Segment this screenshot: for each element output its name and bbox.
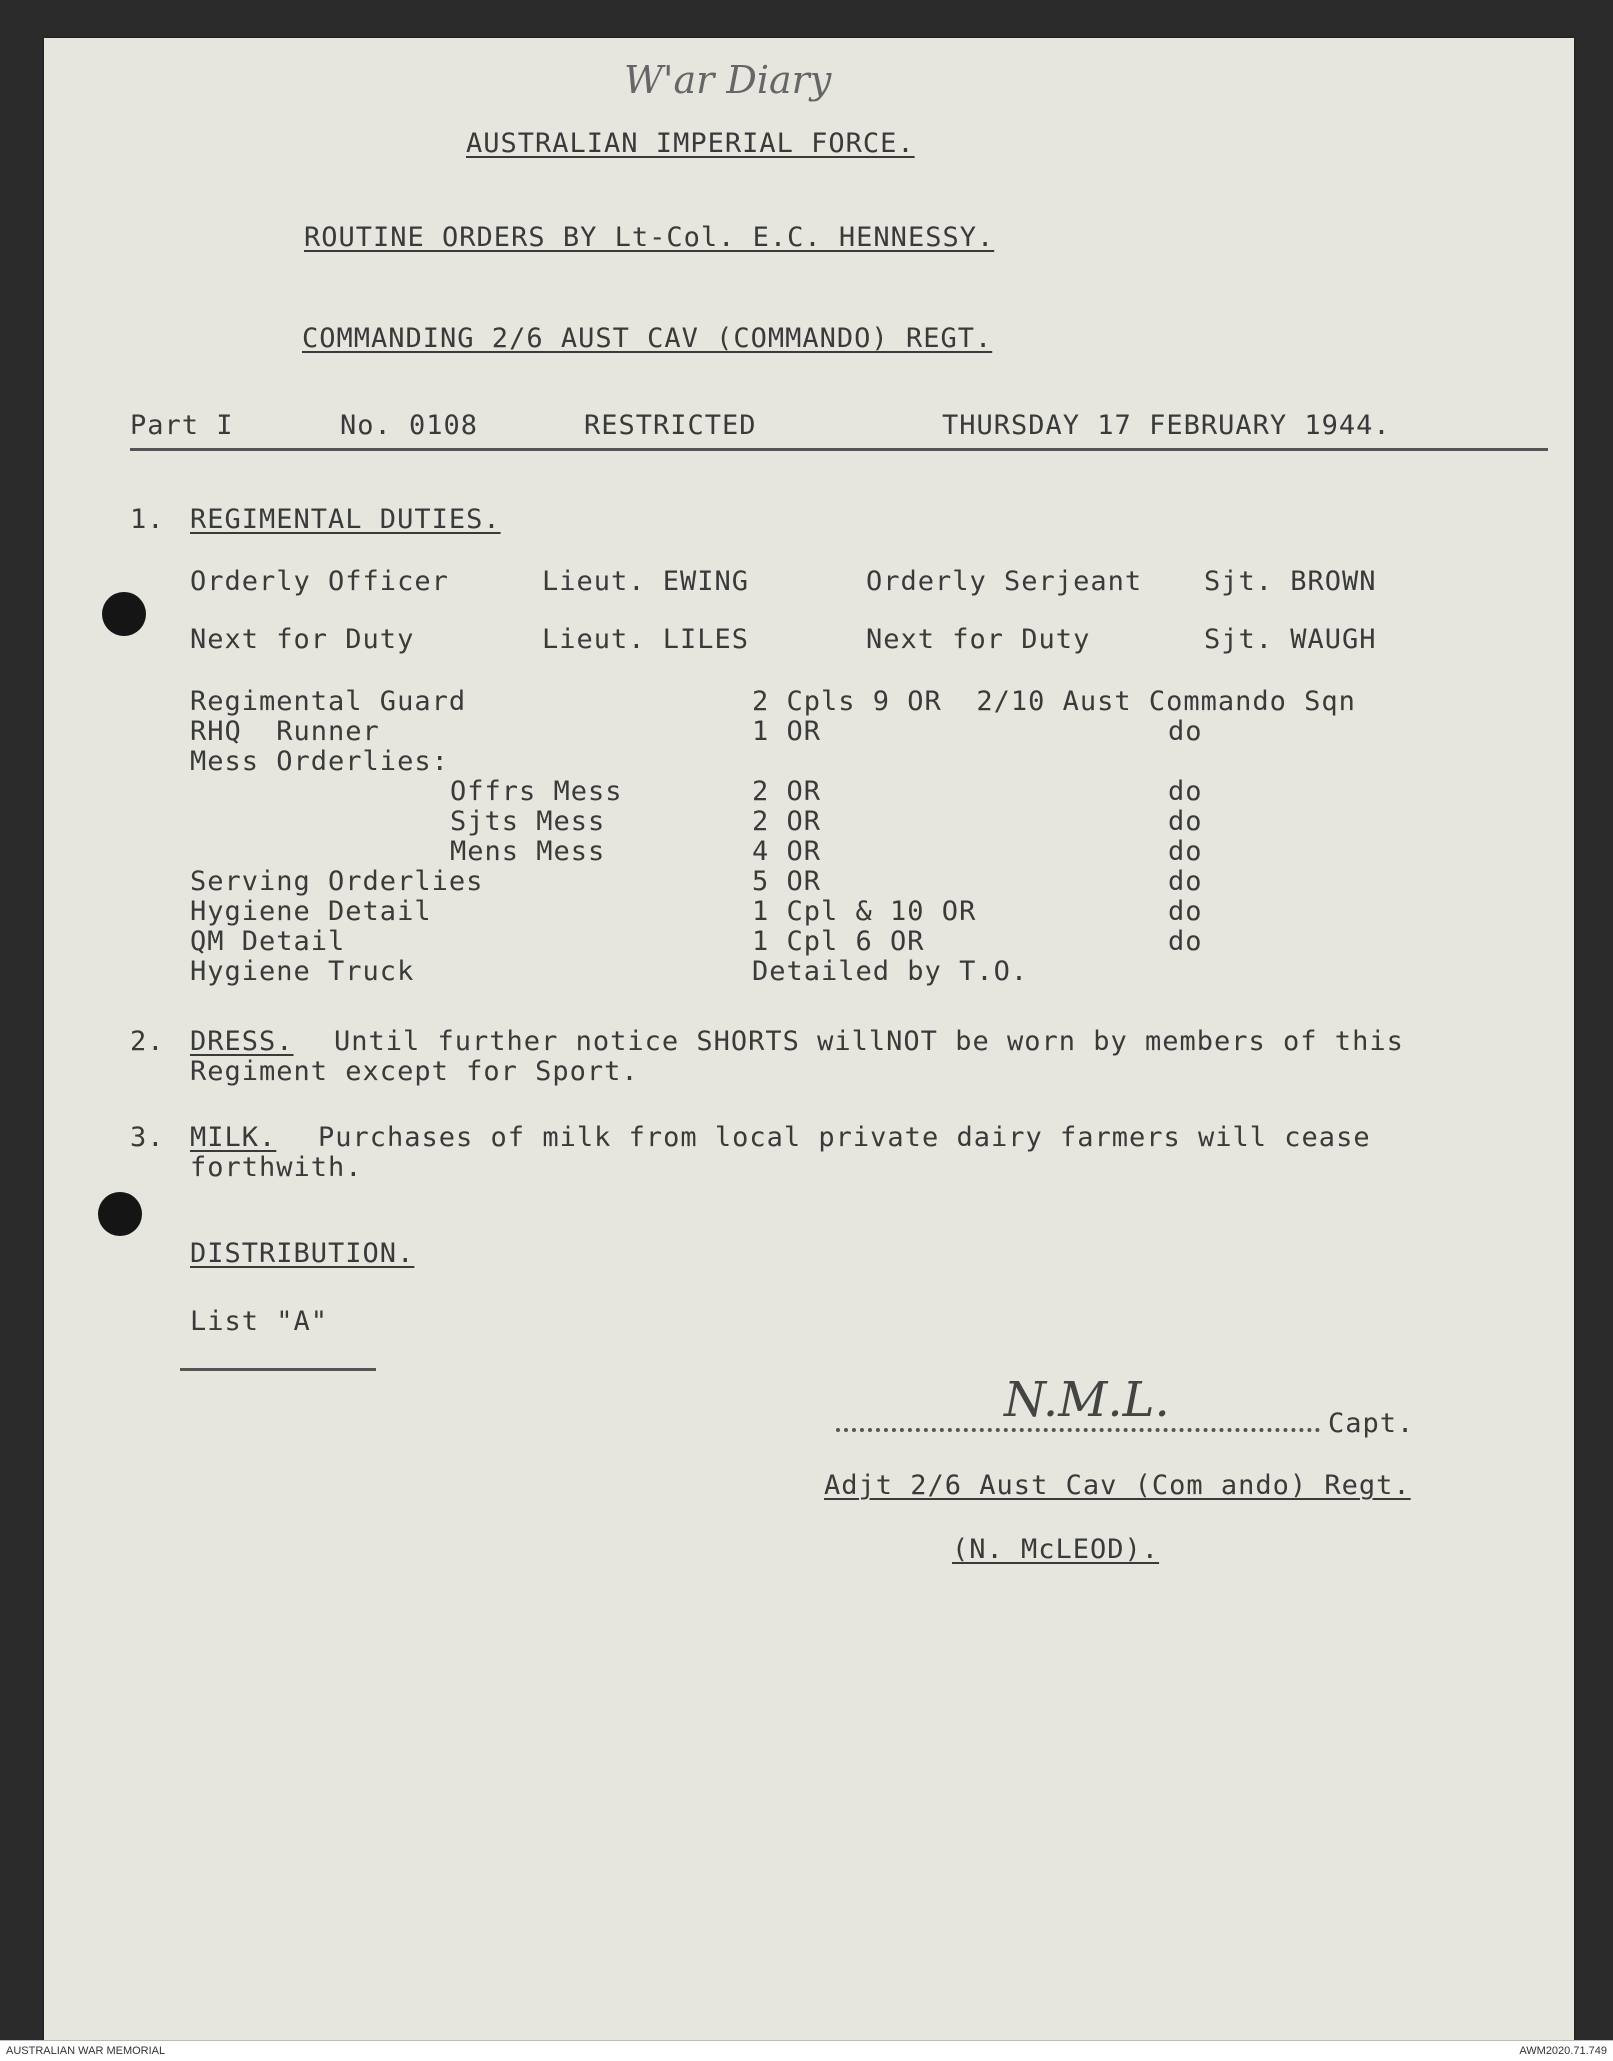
footer-catalogue-id: AWM2020.71.749 bbox=[1519, 2045, 1607, 2057]
distribution-list: List "A" bbox=[190, 1306, 329, 1337]
section-2-number: 2. bbox=[130, 1026, 165, 1057]
footer-institution: AUSTRALIAN WAR MEMORIAL bbox=[6, 2045, 166, 2057]
detail-value: 2 OR bbox=[752, 806, 822, 837]
detail-unit: do bbox=[1168, 776, 1203, 807]
order-date: THURSDAY 17 FEBRUARY 1944. bbox=[942, 410, 1391, 441]
detail-label: RHQ Runner bbox=[190, 716, 380, 747]
detail-unit: do bbox=[1168, 716, 1203, 747]
detail-unit: do bbox=[1168, 896, 1203, 927]
detail-label: Offrs Mess bbox=[450, 776, 623, 807]
detail-unit: do bbox=[1168, 866, 1203, 897]
detail-unit: do bbox=[1168, 836, 1203, 867]
duty-name-2: Sjt. WAUGH bbox=[1204, 624, 1377, 655]
section-3-text-cont: forthwith. bbox=[190, 1152, 363, 1183]
signature-name: (N. McLEOD). bbox=[952, 1534, 1160, 1565]
signature-rank: Capt. bbox=[1328, 1408, 1415, 1439]
duty-role: Orderly Officer bbox=[190, 566, 449, 597]
duty-role-2: Orderly Serjeant bbox=[866, 566, 1143, 597]
section-1-number: 1. bbox=[130, 504, 165, 535]
detail-value: 1 Cpl & 10 OR bbox=[752, 896, 977, 927]
detail-unit: do bbox=[1168, 806, 1203, 837]
distribution-rule bbox=[180, 1368, 376, 1371]
duty-role: Next for Duty bbox=[190, 624, 415, 655]
signature-appointment: Adjt 2/6 Aust Cav (Com ando) Regt. bbox=[824, 1470, 1411, 1501]
detail-value: 1 OR bbox=[752, 716, 822, 747]
detail-unit: do bbox=[1168, 926, 1203, 957]
detail-value: 5 OR bbox=[752, 866, 822, 897]
part-line-rule bbox=[130, 448, 1548, 451]
detail-value: 1 Cpl 6 OR bbox=[752, 926, 925, 957]
order-number: No. 0108 bbox=[340, 410, 479, 441]
duty-role-2: Next for Duty bbox=[866, 624, 1091, 655]
header-line-3: COMMANDING 2/6 AUST CAV (COMMANDO) REGT. bbox=[302, 323, 993, 354]
detail-label: Mess Orderlies: bbox=[190, 746, 449, 777]
section-3-title: MILK. bbox=[190, 1122, 277, 1153]
part-label: Part I bbox=[130, 410, 234, 441]
detail-label: Hygiene Truck bbox=[190, 956, 415, 987]
punch-hole-bottom bbox=[98, 1192, 142, 1236]
section-3-number: 3. bbox=[130, 1122, 165, 1153]
signature: N.M.L. bbox=[1004, 1372, 1170, 1428]
war-diary-annotation: W'ar Diary bbox=[624, 58, 832, 102]
section-2-text-cont: Regiment except for Sport. bbox=[190, 1056, 639, 1087]
detail-label: Hygiene Detail bbox=[190, 896, 432, 927]
detail-label: Regimental Guard bbox=[190, 686, 467, 717]
detail-value: 2 Cpls 9 OR 2/10 Aust Commando Sqn bbox=[752, 686, 1356, 717]
header-line-2: ROUTINE ORDERS BY Lt-Col. E.C. HENNESSY. bbox=[304, 222, 995, 253]
distribution-title: DISTRIBUTION. bbox=[190, 1238, 415, 1269]
duty-name: Lieut. EWING bbox=[542, 566, 750, 597]
section-1-title: REGIMENTAL DUTIES. bbox=[190, 504, 501, 535]
section-2-text: Until further notice SHORTS willNOT be worn by members of this bbox=[334, 1026, 1404, 1057]
section-2-title: DRESS. bbox=[190, 1026, 294, 1057]
archive-footer bbox=[0, 2040, 1613, 2061]
duty-name-2: Sjt. BROWN bbox=[1204, 566, 1377, 597]
detail-label: Mens Mess bbox=[450, 836, 606, 867]
duty-name: Lieut. LILES bbox=[542, 624, 750, 655]
detail-value: 2 OR bbox=[752, 776, 822, 807]
detail-label: Serving Orderlies bbox=[190, 866, 484, 897]
document-page bbox=[44, 38, 1574, 2040]
detail-value: 4 OR bbox=[752, 836, 822, 867]
detail-value: Detailed by T.O. bbox=[752, 956, 1029, 987]
classification: RESTRICTED bbox=[584, 410, 757, 441]
detail-label: QM Detail bbox=[190, 926, 346, 957]
detail-label: Sjts Mess bbox=[450, 806, 606, 837]
punch-hole-top bbox=[102, 592, 146, 636]
header-line-1: AUSTRALIAN IMPERIAL FORCE. bbox=[466, 128, 915, 159]
section-3-text: Purchases of milk from local private dairy farmers will cease bbox=[318, 1122, 1371, 1153]
signature-dotted-line bbox=[836, 1428, 1320, 1432]
